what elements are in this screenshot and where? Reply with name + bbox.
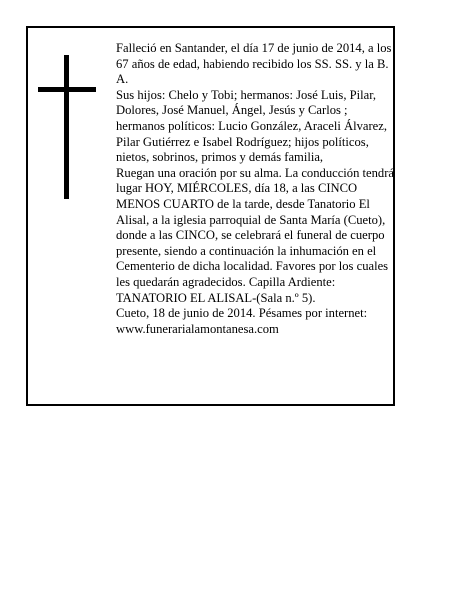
text-line: Dolores, José Manuel, Ángel, Jesús y Carlos ; (116, 103, 348, 118)
text-line: Sus hijos: Chelo y Tobi; hermanos: José Luis, Pilar, (116, 87, 377, 102)
obituary-text (116, 41, 395, 337)
text-line: hermanos políticos: Lucio González, Araceli Álvarez, (116, 118, 388, 133)
obituary-notice (26, 26, 395, 406)
text-line: donde a las CINCO, se celebrará el funeral de cuerpo (116, 228, 385, 243)
text-line: Alisal, a la iglesia parroquial de Santa María (Cueto), (116, 212, 386, 227)
text-line: MENOS CUARTO de la tarde, desde Tanatorio El (116, 196, 370, 211)
text-line: les quedarán agradecidos. Capilla Ardiente: (116, 274, 336, 289)
text-line: lugar HOY, MIÉRCOLES, día 18, a las CINCO (116, 181, 358, 196)
text-line: Cementerio de dicha localidad. Favores por los cuales (116, 259, 389, 274)
website-link[interactable]: www.funerarialamontanesa.com (116, 321, 279, 336)
text-line: A. (116, 72, 129, 87)
text-line: 67 años de edad, habiendo recibido los SS. SS. y la B. (116, 56, 389, 71)
text-line: Falleció en Santander, el día 17 de junio de 2014, a los (116, 41, 392, 55)
cross-horizontal-bar (38, 87, 96, 92)
text-line: Ruegan una oración por su alma. La conducción tendrá (116, 165, 395, 180)
latin-cross-icon (38, 55, 96, 199)
text-line: Cueto, 18 de junio de 2014. Pésames por internet: (116, 306, 368, 321)
text-line: nietos, sobrinos, primos y demás familia, (116, 150, 324, 165)
text-line: presente, siendo a continuación la inhumación en el (116, 243, 377, 258)
text-line: TANATORIO EL ALISAL-(Sala n.º 5). (116, 290, 316, 305)
cross-vertical-bar (64, 55, 69, 199)
text-line: Pilar Gutiérrez e Isabel Rodríguez; hijos políticos, (116, 134, 369, 149)
